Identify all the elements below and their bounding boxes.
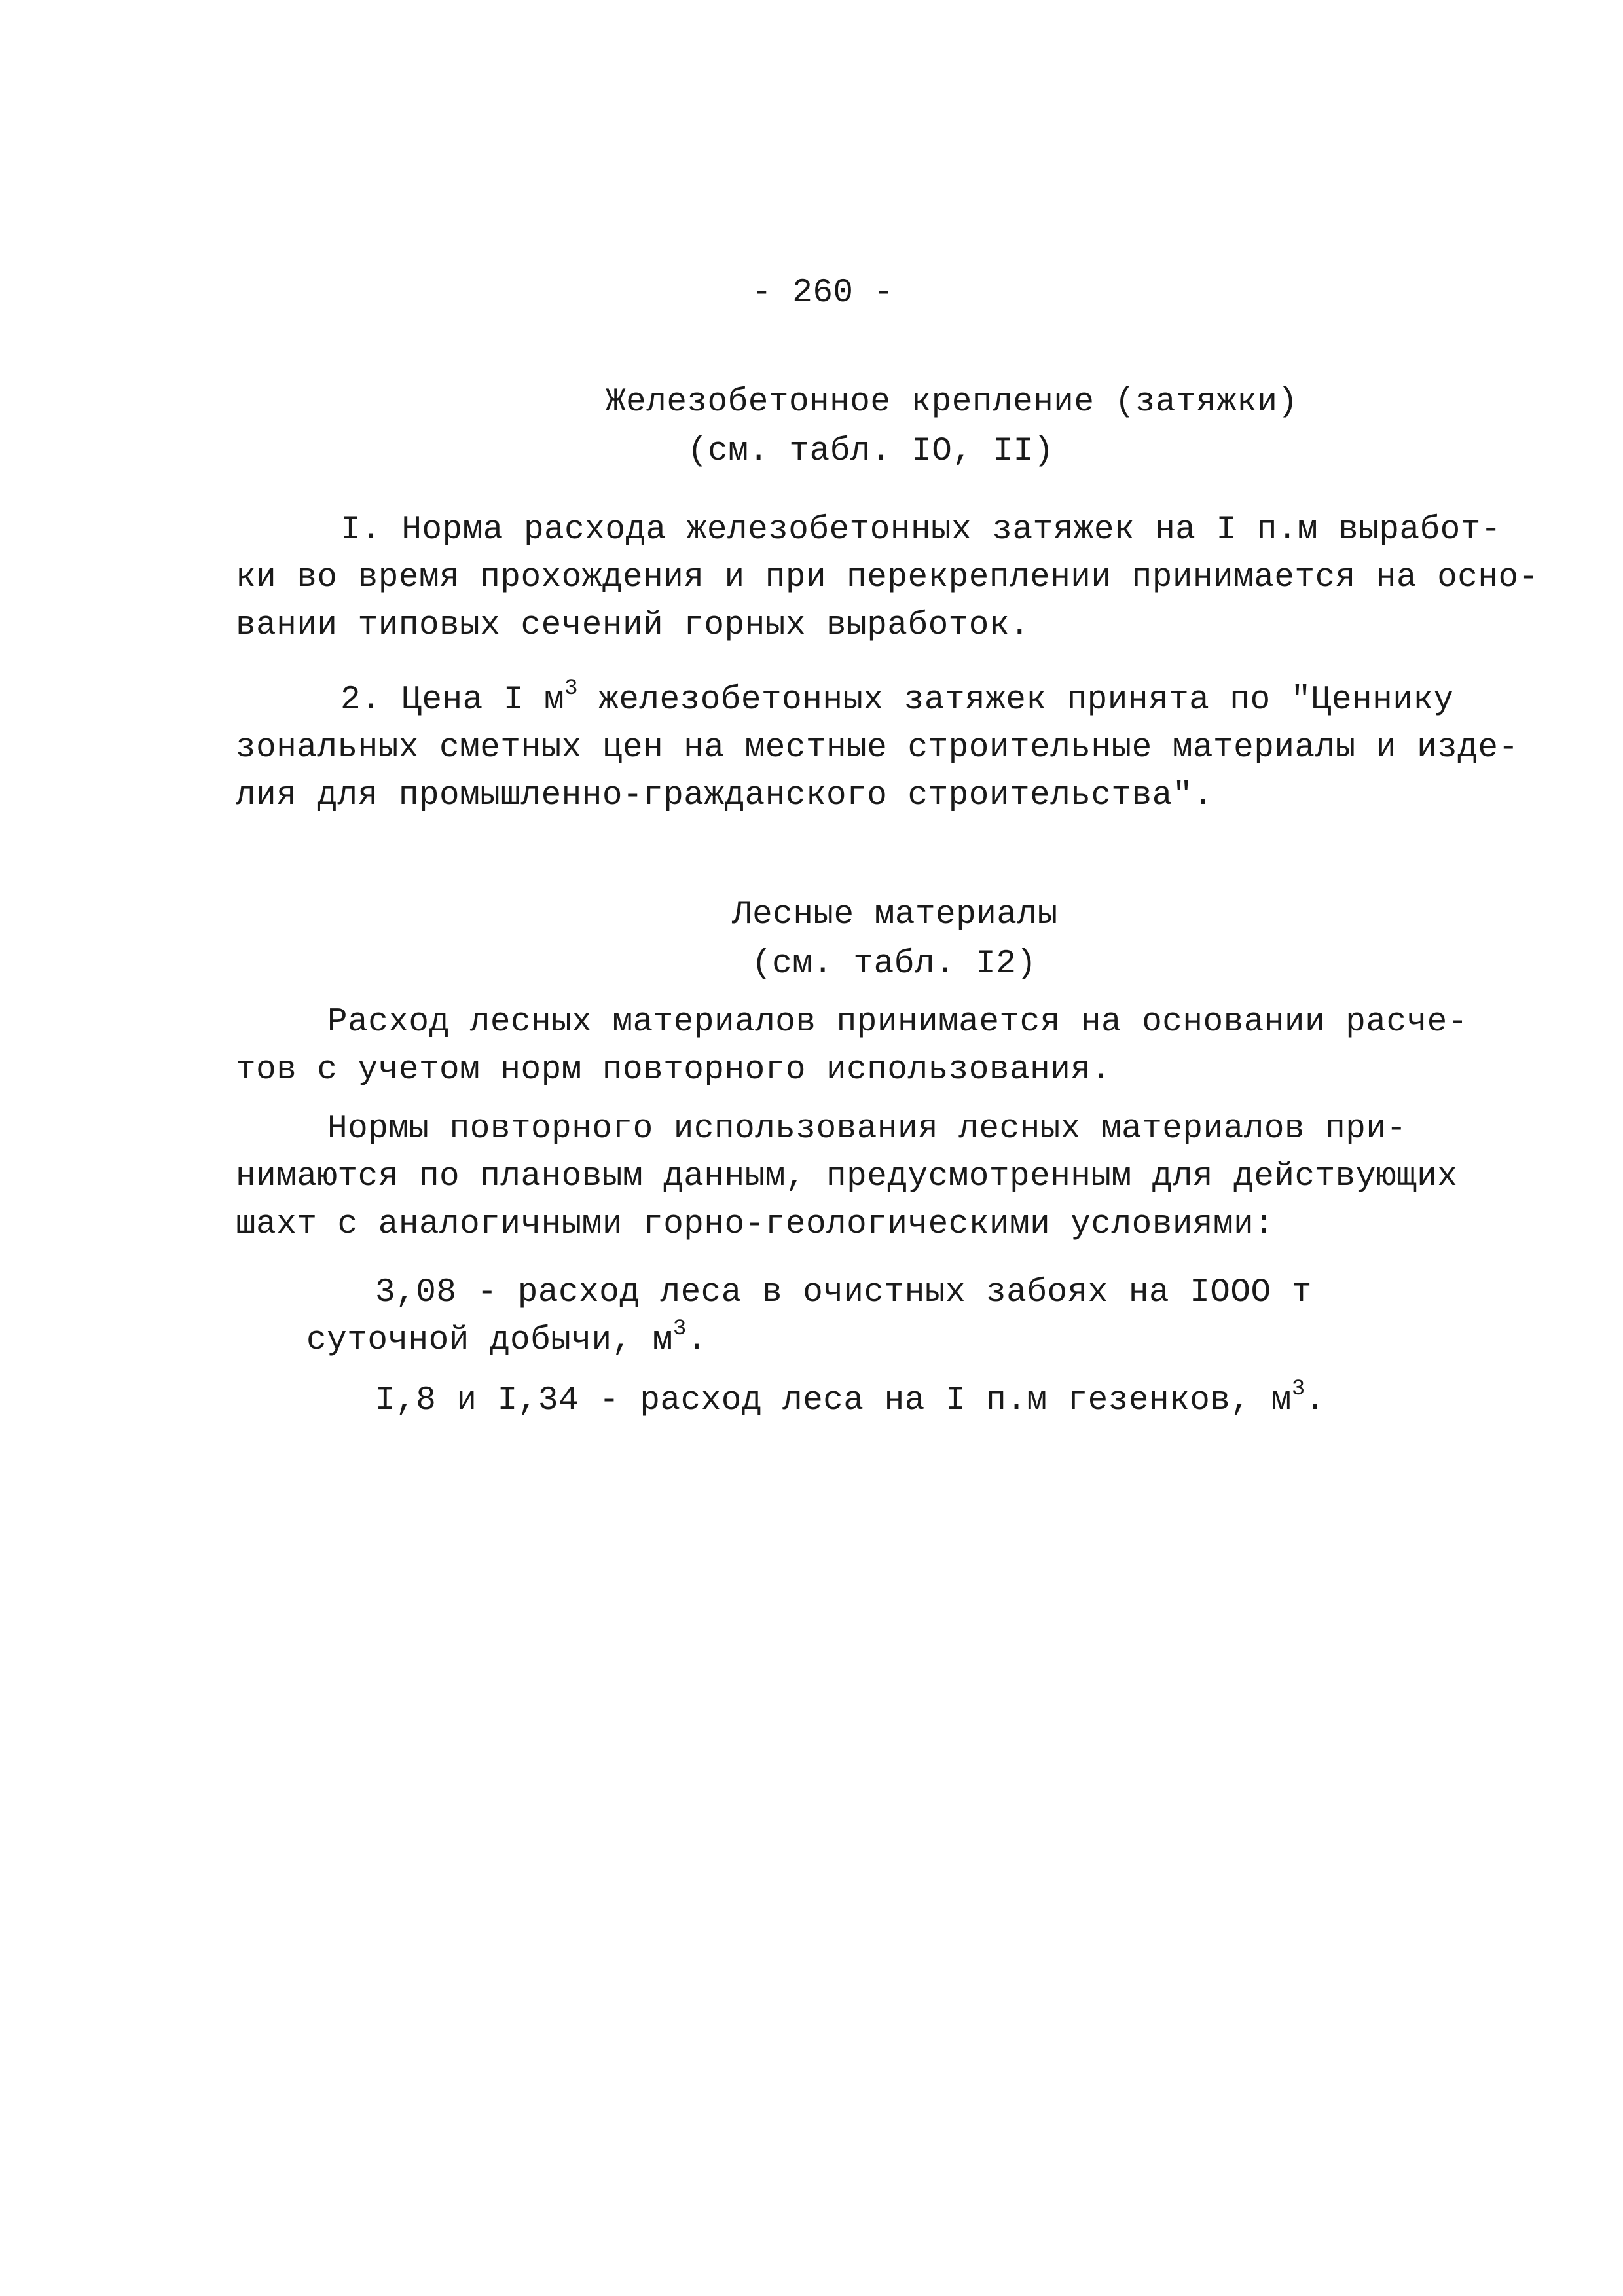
section-title: Железобетонное крепление (затяжки) — [606, 384, 1298, 421]
list-item — [306, 1317, 707, 1360]
section-subtitle: (см. табл. IO, II) — [687, 433, 1054, 470]
text-run: . — [686, 1322, 707, 1359]
section-title: Лесные материалы — [732, 896, 1058, 934]
paragraph-line: ки во время прохождения и при перекреплении принимается на осно- — [236, 559, 1539, 596]
paragraph-line: нимаются по плановым данным, предусмотренным для действующих — [236, 1158, 1458, 1195]
paragraph-line — [340, 676, 1454, 720]
section-subtitle: (см. табл. I2) — [752, 945, 1037, 983]
paragraph-line: Расход лесных материалов принимается на основании расче- — [327, 1004, 1468, 1041]
text-run: . — [1305, 1382, 1326, 1419]
text-run: I,8 и I,34 - расход леса на I п.м гезенков, м — [375, 1382, 1292, 1419]
page-number: - 260 - — [752, 274, 894, 312]
list-item: 3,08 - расход леса в очистных забоях на IOOO т — [375, 1274, 1312, 1311]
paragraph-line: шахт с аналогичными горно-геологическими условиями: — [236, 1206, 1275, 1243]
paragraph-line: тов с учетом норм повторного использования. — [236, 1051, 1112, 1089]
superscript: 3 — [672, 1317, 687, 1341]
paragraph-line: I. Норма расхода железобетонных затяжек на I п.м выработ- — [340, 511, 1501, 549]
paragraph-line: вании типовых сечений горных выработок. — [236, 607, 1030, 644]
paragraph-line: лия для промышленно-гражданского строительства". — [236, 777, 1214, 814]
list-item — [375, 1377, 1326, 1421]
paragraph-line: Нормы повторного использования лесных материалов при- — [327, 1110, 1407, 1148]
text-run: 2. Цена I м — [340, 682, 565, 719]
paragraph-line: зональных сметных цен на местные строительные материалы и изде- — [236, 729, 1519, 767]
text-run: суточной добычи, м — [306, 1322, 673, 1359]
superscript: 3 — [1291, 1377, 1305, 1402]
superscript: 3 — [564, 676, 579, 701]
text-run: железобетонных затяжек принята по "Ценнику — [578, 682, 1454, 719]
